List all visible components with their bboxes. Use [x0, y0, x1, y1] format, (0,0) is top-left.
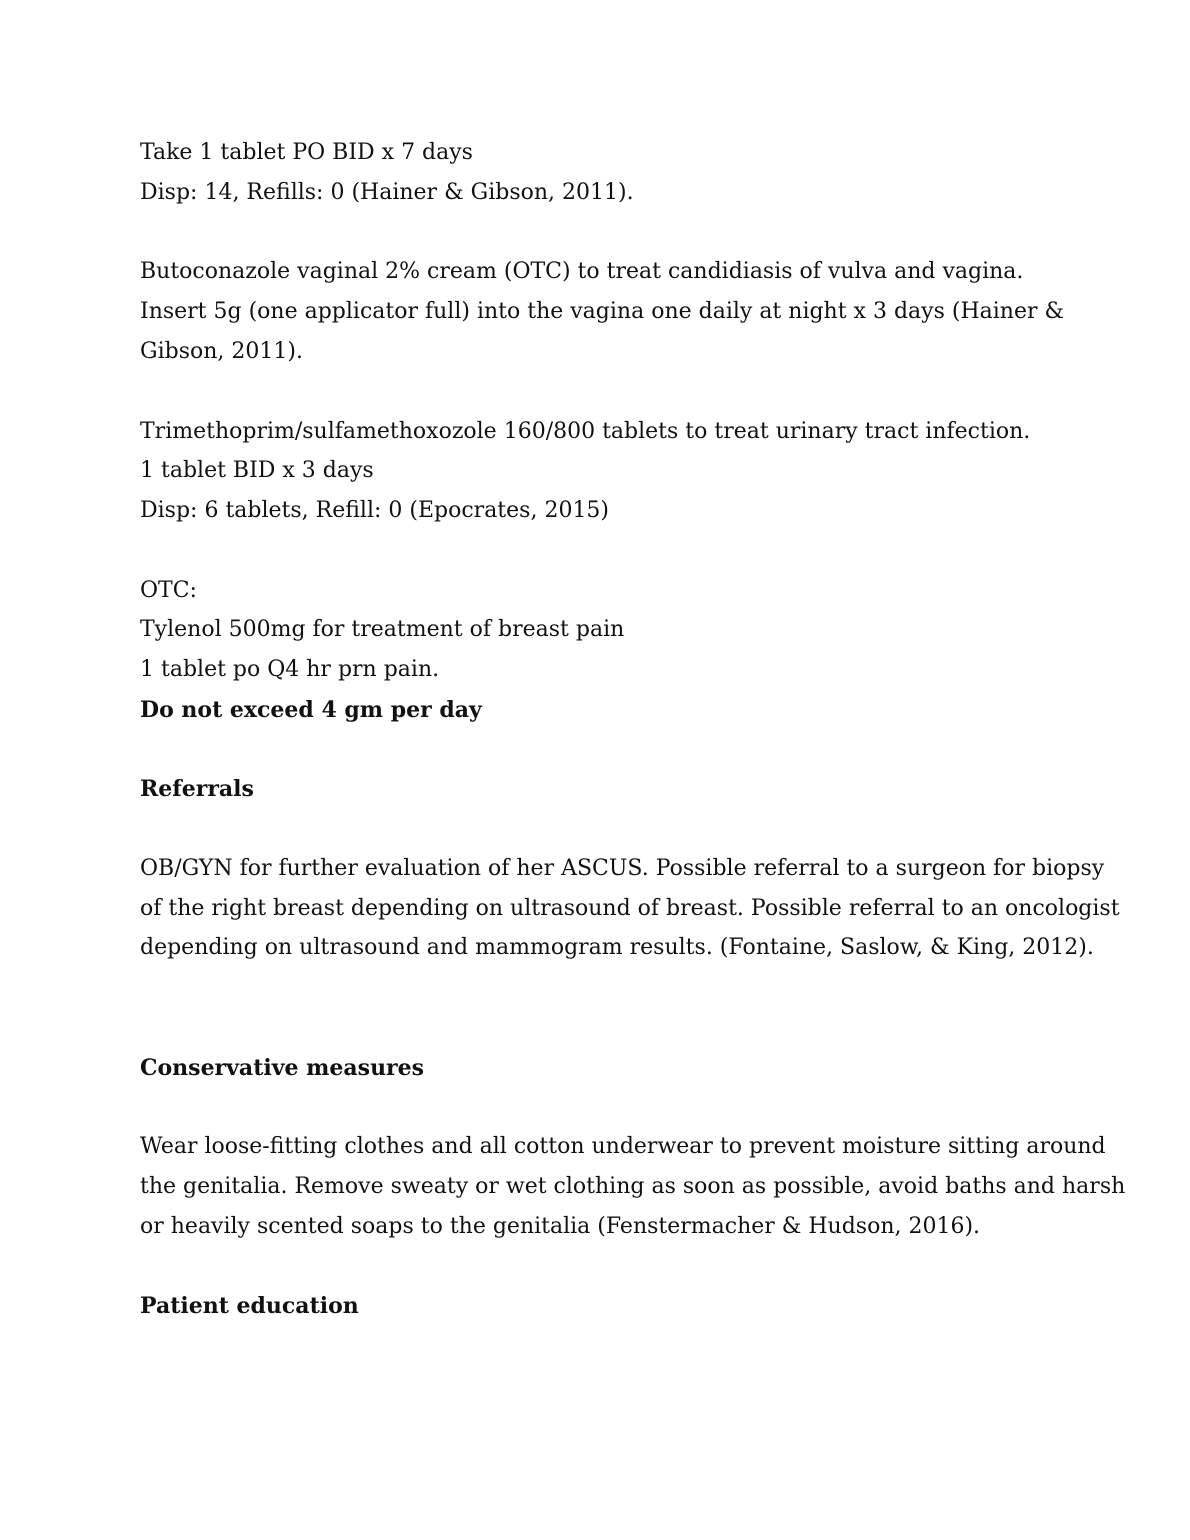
prescription-line: Insert 5g (one applicator full) into the vagina one daily at night x 3 days (Hainer & [140, 299, 1065, 324]
section-heading-patient-education: Patient education [140, 1293, 359, 1319]
prescription-line: Disp: 14, Refills: 0 (Hainer & Gibson, 2011). [140, 180, 634, 205]
paragraph-line: or heavily scented soaps to the genitalia (Fenstermacher & Hudson, 2016). [140, 1214, 981, 1239]
prescription-line: 1 tablet po Q4 hr prn pain. [140, 657, 440, 682]
prescription-line: Trimethoprim/sulfamethoxozole 160/800 tablets to treat urinary tract infection. [140, 419, 1031, 444]
prescription-line: Tylenol 500mg for treatment of breast pain [140, 617, 625, 642]
prescription-line: 1 tablet BID x 3 days [140, 458, 374, 483]
paragraph-line: depending on ultrasound and mammogram results. (Fontaine, Saslow, & King, 2012). [140, 935, 1094, 960]
paragraph-line: the genitalia. Remove sweaty or wet clothing as soon as possible, avoid baths and harsh [140, 1174, 1126, 1199]
paragraph-line: of the right breast depending on ultrasound of breast. Possible referral to an oncologist [140, 896, 1120, 921]
paragraph-line: OB/GYN for further evaluation of her ASCUS. Possible referral to a surgeon for biopsy [140, 856, 1105, 881]
prescription-line: Gibson, 2011). [140, 339, 303, 364]
section-heading-conservative-measures: Conservative measures [140, 1055, 425, 1081]
dosage-warning: Do not exceed 4 gm per day [140, 697, 482, 723]
paragraph-line: Wear loose-fitting clothes and all cotton underwear to prevent moisture sitting around [140, 1134, 1106, 1159]
prescription-line: Butoconazole vaginal 2% cream (OTC) to treat candidiasis of vulva and vagina. [140, 259, 1024, 284]
section-heading-referrals: Referrals [140, 776, 254, 802]
prescription-line: Take 1 tablet PO BID x 7 days [140, 140, 473, 165]
prescription-line: Disp: 6 tablets, Refill: 0 (Epocrates, 2015) [140, 498, 610, 523]
otc-label: OTC: [140, 578, 197, 603]
